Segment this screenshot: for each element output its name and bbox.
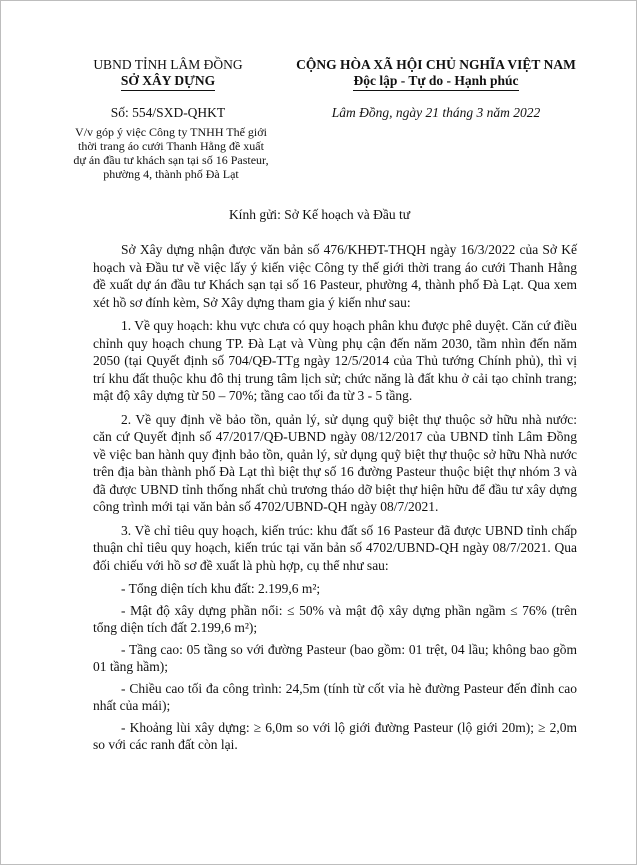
criteria-item-density: - Mật độ xây dựng phần nổi: ≤ 50% và mật độ xây dựng phần ngầm ≤ 76% (trên tổng diện tích đất 2.199,6 m²);	[93, 602, 577, 635]
section-3-paragraph: 3. Về chỉ tiêu quy hoạch, kiến trúc: khu đất số 16 Pasteur đã được UBND tỉnh chấp thuận chỉ tiêu quy hoạch, kiến trúc tại văn bản số 4702/UBND-QH ngày 08/7/2021. Qua đối chiếu với hồ sơ đề xuất là phù hợp, cụ thể như sau:	[93, 522, 577, 573]
national-header	[281, 57, 591, 91]
national-motto: Độc lập - Tự do - Hạnh phúc	[353, 73, 518, 91]
criteria-item-floors: - Tầng cao: 05 tầng so với đường Pasteur (bao gồm: 01 trệt, 04 lầu; không bao gồm 01 tầng hầm);	[93, 641, 577, 674]
document-date: Lâm Đồng, ngày 21 tháng 3 năm 2022	[331, 105, 541, 120]
section-1-paragraph: 1. Về quy hoạch: khu vực chưa có quy hoạch phân khu được phê duyệt. Căn cứ điều chỉnh quy hoạch chung TP. Đà Lạt và Vùng phụ cận đến năm 2030, tầm nhìn đến năm 2050 (tại Quyết định số 704/QĐ-TTg ngày 12/5/2014 của Thủ tướng Chính phủ), thì vị trí khu đất thuộc khu đô thị trung tâm lịch sử; chức năng là đất khu ở cải tạo chỉnh trang; mật độ xây dựng từ 50 – 70%; tầng cao tối đa từ 3 - 5 tầng.	[93, 318, 577, 403]
document-subject: V/v góp ý việc Công ty TNHH Thế giới thời trang áo cưới Thanh Hằng đề xuất dự án đầu tư khách sạn tại số 16 Pasteur, phường 4, thành phố Đà Lạt	[73, 125, 269, 181]
criteria-item-setback: - Khoảng lùi xây dựng: ≥ 6,0m so với lộ giới đường Pasteur (lộ giới 20m); ≥ 2,0m so với các ranh đất còn lại.	[93, 719, 577, 752]
issuer-org: UBND TỈNH LÂM ĐỒNG	[93, 57, 243, 72]
nation-title: CỘNG HÒA XÃ HỘI CHỦ NGHĨA VIỆT NAM	[296, 57, 576, 72]
criteria-item-area: - Tổng diện tích khu đất: 2.199,6 m²;	[121, 581, 321, 596]
issuer-dept: SỞ XÂY DỰNG	[121, 73, 215, 91]
addressee: Kính gửi: Sở Kế hoạch và Đầu tư	[228, 207, 411, 222]
document-body	[93, 241, 577, 758]
intro-paragraph: Sở Xây dựng nhận được văn bản số 476/KHĐT-THQH ngày 16/3/2022 của Sở Kế hoạch và Đầu tư về việc lấy ý kiến việc Công ty thế giới thời trang áo cưới Thanh Hằng đề xuất dự án đầu tư Khách sạn tại số 16 Pasteur, phường 4, thành phố Đà Lạt. Qua xem xét hồ sơ đính kèm, Sở Xây dựng tham gia ý kiến như sau:	[93, 242, 577, 310]
criteria-item-height: - Chiều cao tối đa công trình: 24,5m (tính từ cốt vỉa hè đường Pasteur đến đỉnh cao nhất của mái);	[93, 680, 577, 713]
document-number: Số: 554/SXD-QHKT	[110, 105, 226, 120]
section-2-paragraph: 2. Về quy định về bảo tồn, quản lý, sử dụng quỹ biệt thự thuộc sở hữu nhà nước: căn cứ Quyết định số 47/2017/QĐ-UBND ngày 08/12/2017 của UBND tỉnh Lâm Đồng về việc ban hành quy định bảo tồn, quản lý, sử dụng quỹ biệt thự thuộc sở hữu Nhà nước trên địa bàn thành phố Đà Lạt thì biệt thự số 16 đường Pasteur thuộc biệt thự nhóm 3 và đã được UBND tỉnh thống nhất chủ trương tháo dỡ biệt thự hiện hữu để đầu tư xây dựng công trình mới tại văn bản số 4702/UBND-QH ngày 08/7/2021.	[93, 411, 577, 514]
issuer-block	[61, 57, 275, 91]
